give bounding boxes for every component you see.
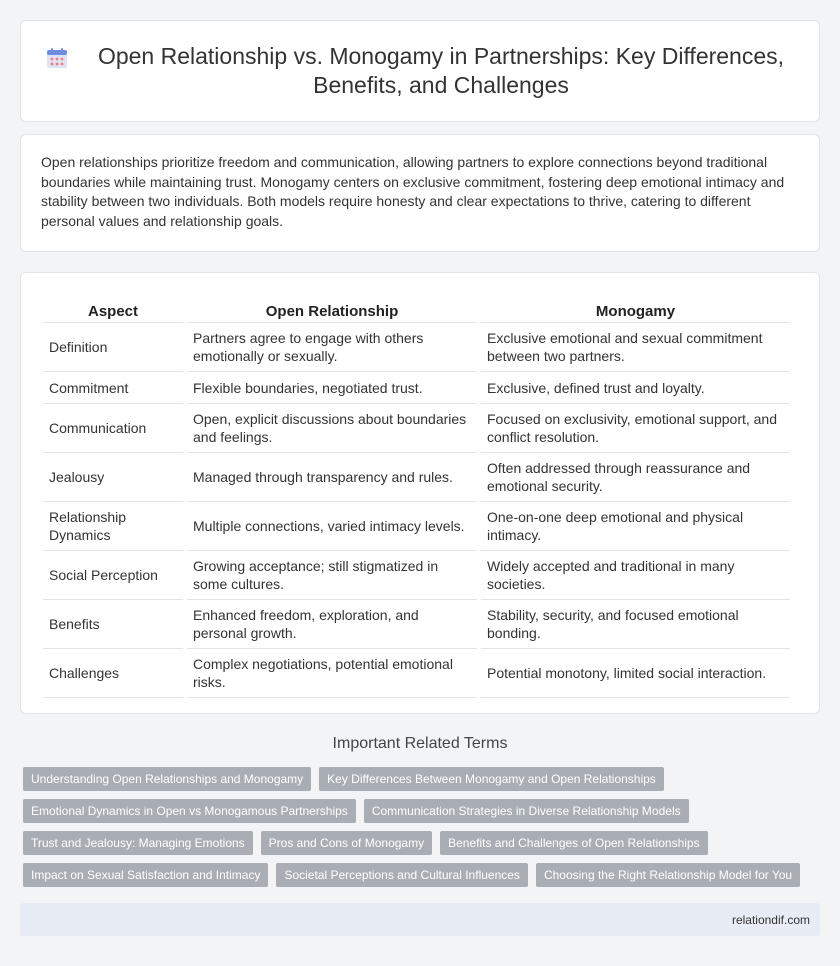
- related-term-tag[interactable]: Communication Strategies in Diverse Relationship Models: [364, 799, 689, 823]
- open-relationship-cell: Growing acceptance; still stigmatized in some cultures.: [187, 551, 477, 600]
- related-term-tag[interactable]: Trust and Jealousy: Managing Emotions: [23, 831, 253, 855]
- footer-site-link[interactable]: relationdif.com: [731, 912, 810, 927]
- title-card: [20, 20, 820, 122]
- aspect-cell: Social Perception: [43, 551, 183, 600]
- footer: [20, 903, 820, 936]
- intro-card: [20, 134, 820, 252]
- monogamy-cell: Exclusive emotional and sexual commitment between two partners.: [481, 323, 790, 372]
- tag-row: [23, 767, 823, 791]
- open-relationship-cell: Managed through transparency and rules.: [187, 453, 477, 502]
- monogamy-cell: One-on-one deep emotional and physical intimacy.: [481, 502, 790, 551]
- open-relationship-cell: Open, explicit discussions about boundaries and feelings.: [187, 404, 477, 453]
- related-term-tag[interactable]: Understanding Open Relationships and Monogamy: [23, 767, 311, 791]
- monogamy-cell: Stability, security, and focused emotional bonding.: [481, 600, 790, 649]
- open-relationship-cell: Multiple connections, varied intimacy levels.: [187, 502, 477, 551]
- related-term-tag[interactable]: Emotional Dynamics in Open vs Monogamous Partnerships: [23, 799, 356, 823]
- table-row: [43, 404, 790, 453]
- aspect-cell: Challenges: [43, 649, 183, 698]
- table-row: [43, 551, 790, 600]
- aspect-cell: Jealousy: [43, 453, 183, 502]
- related-term-tag[interactable]: Impact on Sexual Satisfaction and Intimacy: [23, 863, 268, 887]
- related-term-tag[interactable]: Key Differences Between Monogamy and Open Relationships: [319, 767, 664, 791]
- table-row: [43, 323, 790, 372]
- column-header-aspect: Aspect: [43, 295, 183, 323]
- tag-row: [23, 863, 823, 887]
- table-row: [43, 649, 790, 698]
- aspect-cell: Definition: [43, 323, 183, 372]
- table-row: [43, 600, 790, 649]
- related-term-tag[interactable]: Choosing the Right Relationship Model for You: [536, 863, 800, 887]
- aspect-cell: Commitment: [43, 372, 183, 404]
- related-terms-heading: Important Related Terms: [332, 735, 508, 752]
- table-row: [43, 372, 790, 404]
- related-term-tag[interactable]: Benefits and Challenges of Open Relationships: [440, 831, 708, 855]
- table-row: [43, 502, 790, 551]
- monogamy-cell: Focused on exclusivity, emotional support, and conflict resolution.: [481, 404, 790, 453]
- monogamy-cell: Often addressed through reassurance and emotional security.: [481, 453, 790, 502]
- monogamy-cell: Exclusive, defined trust and loyalty.: [481, 372, 790, 404]
- comparison-table-card: [20, 272, 820, 714]
- monogamy-cell: Potential monotony, limited social interaction.: [481, 649, 790, 698]
- open-relationship-cell: Partners agree to engage with others emotionally or sexually.: [187, 323, 477, 372]
- related-term-tag[interactable]: Societal Perceptions and Cultural Influences: [276, 863, 527, 887]
- monogamy-cell: Widely accepted and traditional in many societies.: [481, 551, 790, 600]
- tag-row: [23, 831, 823, 855]
- comparison-table: [39, 295, 794, 698]
- tag-row: [23, 799, 823, 823]
- open-relationship-cell: Enhanced freedom, exploration, and personal growth.: [187, 600, 477, 649]
- open-relationship-cell: Flexible boundaries, negotiated trust.: [187, 372, 477, 404]
- column-header-monogamy: Monogamy: [481, 295, 790, 323]
- related-terms-tags: [23, 767, 823, 895]
- related-term-tag[interactable]: Pros and Cons of Monogamy: [261, 831, 432, 855]
- aspect-cell: Communication: [43, 404, 183, 453]
- aspect-cell: Benefits: [43, 600, 183, 649]
- intro-paragraph: Open relationships prioritize freedom and communication, allowing partners to explore connections beyond traditional boundaries while maintaining trust. Monogamy centers on exclusive commitment, fostering deep emotional intimacy and stability between two individuals. Both models require honesty and clear expectations to thrive, catering to different personal values and relationship goals.: [41, 154, 785, 229]
- open-relationship-cell: Complex negotiations, potential emotional risks.: [187, 649, 477, 698]
- aspect-cell: Relationship Dynamics: [43, 502, 183, 551]
- table-row: [43, 453, 790, 502]
- page-title: Open Relationship vs. Monogamy in Partnerships: Key Differences, Benefits, and Challenges: [97, 43, 785, 98]
- table-header-row: [43, 295, 790, 323]
- column-header-open-relationship: Open Relationship: [187, 295, 477, 323]
